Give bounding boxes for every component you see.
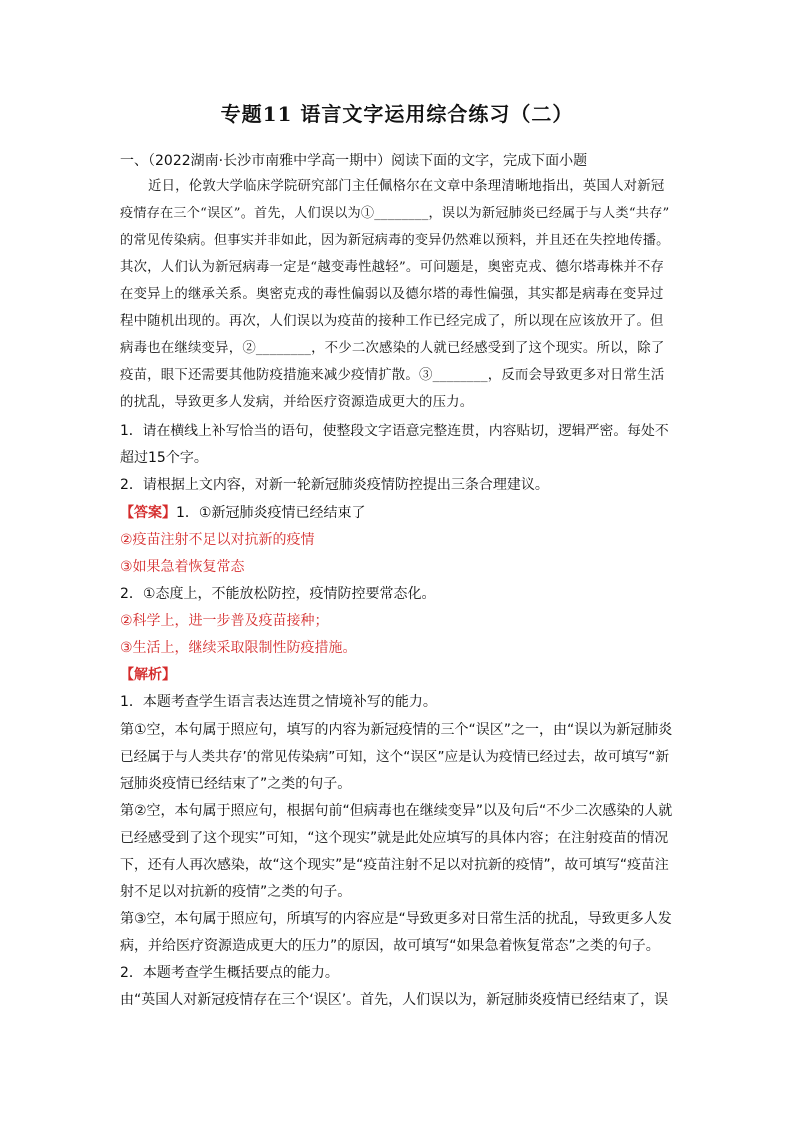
answer-2-2: ②科学上，进一步普及疫苗接种；: [120, 613, 329, 629]
passage-line: 的常见传染病。但事实并非如此，因为新冠病毒的变异仍然难以预料，并且还在失控地传播。: [120, 233, 670, 248]
answer-row: [120, 503, 365, 523]
answer-2-3: ③生活上，继续采取限制性防疫措施。: [120, 640, 357, 656]
answer-1-2: ②疫苗注射不足以对抗新的疫情: [120, 532, 315, 548]
question-2: 2．请根据上文内容，对新一轮新冠肺炎疫情防控提出三条合理建议。: [120, 477, 549, 493]
analysis-line: 下，还有人再次感染，故“这个现实”是“疫苗注射不足以对抗新的疫情”，故可填写“疫苗注: [120, 857, 669, 873]
passage-line: 病毒也在继续变异，②________，不少二次感染的人就已经感受到了这个现实。所以，除了: [120, 341, 665, 356]
answer-label: 【答案】: [120, 505, 176, 521]
analysis-line: 1．本题考查学生语言表达连贯之情境补写的能力。: [120, 694, 437, 710]
passage-line: 其次，人们认为新冠病毒一定是“越变毒性越轻”。可问题是，奥密克戎、德尔塔毒株并不存: [120, 260, 665, 275]
analysis-line: 第①空，本句属于照应句，填写的内容为新冠疫情的三个“误区”之一，由“误以为新冠肺炎: [120, 722, 673, 738]
passage-line: 程中随机出现的。再次，人们误以为疫苗的接种工作已经完成了，所以现在应该放开了。但: [120, 314, 664, 329]
analysis-line: 第③空，本句属于照应句，所填写的内容应是“导致更多对日常生活的扰乱，导致更多人发: [120, 911, 672, 927]
analysis-line: 2．本题考查学生概括要点的能力。: [120, 965, 339, 981]
page-title: 专题11 语言文字运用综合练习（二）: [220, 102, 574, 126]
passage-line: 近日，伦敦大学临床学院研究部门主任佩格尔在文章中条理清晰地指出，英国人对新冠: [148, 179, 665, 194]
analysis-line: 冠肺炎疫情已经结束了”之类的句子。: [120, 776, 352, 792]
answer-2-1: 2．①态度上，不能放松防控，疫情防控要常态化。: [120, 586, 436, 602]
analysis-line: 射不足以对抗新的疫情”之类的句子。: [120, 884, 352, 900]
passage-line: 的扰乱，导致更多人发病，并给医疗资源造成更大的压力。: [120, 395, 474, 410]
answer-1-3: ③如果急着恢复常态: [120, 559, 245, 575]
passage-line: 在变异上的继承关系。奥密克戎的毒性偏弱以及德尔塔的毒性偏强，其实都是病毒在变异过: [120, 287, 664, 302]
analysis-line: 已经属于与人类共存’的常见传染病”可知，这个“误区”应是认为疫情已经过去，故可填写“新: [120, 749, 670, 765]
section-heading: 一、（2022湖南·长沙市南雅中学高一期中）阅读下面的文字，完成下面小题: [120, 153, 588, 169]
passage-line: 疫情存在三个“误区”。首先，人们误以为①________，误以为新冠肺炎已经属于与人类“共存”: [120, 206, 670, 221]
question-1: 1．请在横线上补写恰当的语句，使整段文字语意完整连贯，内容贴切，逻辑严密。每处不: [120, 423, 669, 439]
passage-line: 疫苗，眼下还需要其他防疫措施来减少疫情扩散。③________，反而会导致更多对日常生活: [120, 368, 665, 383]
analysis-line: 病，并给医疗资源造成更大的压力”的原因，故可填写“如果急着恢复常态”之类的句子。: [120, 938, 660, 954]
analysis-label: 【解析】: [120, 667, 176, 683]
analysis-line: 已经感受到了这个现实”可知，“这个现实”就是此处应填写的具体内容；在注射疫苗的情况: [120, 830, 669, 846]
answer-1-1: 1．①新冠肺炎疫情已经结束了: [176, 505, 366, 521]
question-1-continued: 超过15个字。: [120, 450, 208, 466]
analysis-line: 由“英国人对新冠疫情存在三个‘误区’。首先，人们误以为，新冠肺炎疫情已经结束了，误: [120, 992, 669, 1008]
analysis-line: 第②空，本句属于照应句，根据句前“但病毒也在继续变异”以及句后“不少二次感染的人就: [120, 803, 673, 819]
